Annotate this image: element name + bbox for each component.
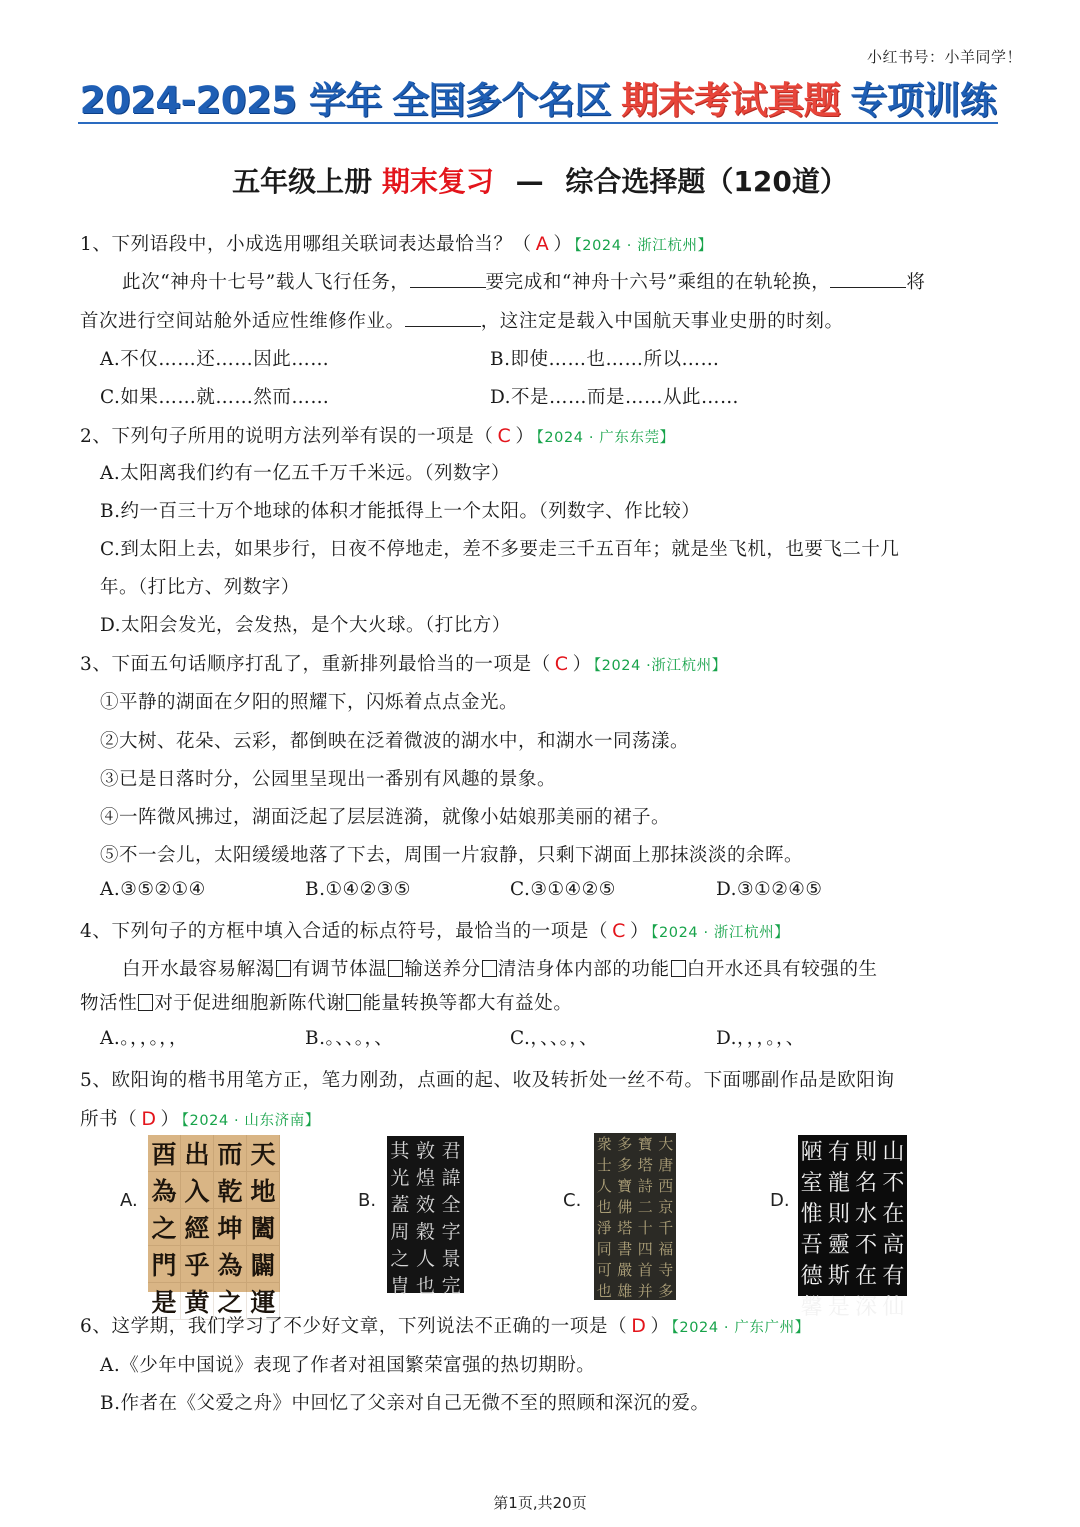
calligraphy-char: 效 <box>415 1194 435 1216</box>
blank-line <box>410 270 486 288</box>
question-1-option-a: A.不仅……还……因此…… <box>100 349 330 370</box>
source-tag: 【2024 ·浙江杭州】 <box>593 658 727 674</box>
calligraphy-char: 黄 <box>181 1283 214 1320</box>
calligraphy-char: 室 <box>800 1171 823 1196</box>
calligraphy-char: 完 <box>441 1275 461 1297</box>
calligraphy-char: 出 <box>181 1135 214 1172</box>
calligraphy-char: 運 <box>247 1283 280 1320</box>
answer-badge: D <box>631 1315 647 1337</box>
calligraphy-char: 為 <box>148 1172 181 1209</box>
question-1-passage-line1: 此次“神舟十七号”载人飞行任务， 要完成和“神舟十六号”乘组的在轨轮换， 将 <box>122 272 926 293</box>
calligraphy-char: 士 <box>596 1156 612 1174</box>
calligraphy-char: 地 <box>247 1172 280 1209</box>
calligraphy-char: 天 <box>247 1135 280 1172</box>
calligraphy-char: 則 <box>827 1202 850 1227</box>
question-2-option-b: B.约一百三十万个地球的体积才能抵得上一个太阳。（列数字、作比较） <box>100 501 701 522</box>
calligraphy-char: 多 <box>658 1282 674 1300</box>
calligraphy-char: 惟 <box>800 1202 823 1227</box>
calligraphy-char: 唐 <box>658 1156 674 1174</box>
calligraphy-char: 同 <box>596 1240 612 1258</box>
calligraphy-char: 也 <box>415 1275 435 1297</box>
calligraphy-char: 是 <box>148 1283 181 1320</box>
question-2-option-c: C.到太阳上去，如果步行，日夜不停地走，差不多要走三千五百年；就是坐飞机，也要飞二十几 <box>100 539 900 560</box>
calligraphy-char: 詩 <box>637 1177 653 1195</box>
subtitle-topic: 综合选择题（120道） <box>565 165 848 198</box>
calligraphy-char: 首 <box>637 1261 653 1279</box>
question-3-option-d: D.③①②④⑤ <box>716 879 823 900</box>
question-3-sentence-3: ③已是日落时分，公园里呈现出一番别有风趣的景象。 <box>100 769 557 790</box>
subtitle-grade: 五年级上册 <box>232 165 373 198</box>
banner-title <box>78 78 998 124</box>
question-5-stem: 5、欧阳询的楷书用笔方正，笔力刚劲，点画的起、收及转折处一丝不苟。下面哪副作品是欧阳询 <box>80 1070 895 1091</box>
calligraphy-char: 蓋 <box>390 1194 410 1216</box>
calligraphy-char: 嚴 <box>617 1261 633 1279</box>
calligraphy-char: 字 <box>441 1221 461 1243</box>
banner-region: 全国多个名区 <box>392 79 612 122</box>
calligraphy-char: 馨 <box>800 1295 823 1320</box>
question-1-option-c: C.如果……就……然而…… <box>100 387 330 408</box>
question-3-sentence-4: ④一阵微风拂过，湖面泛起了层层涟漪，就像小姑娘那美丽的裙子。 <box>100 807 671 828</box>
calligraphy-char: 在 <box>882 1202 905 1227</box>
calligraphy-char: 可 <box>596 1261 612 1279</box>
source-tag: 【2024 · 山东济南】 <box>181 1113 320 1129</box>
banner-exam: 期末考试真题 <box>621 79 841 122</box>
calligraphy-char: 胄 <box>390 1275 410 1297</box>
question-3-option-b: B.①④②③⑤ <box>305 879 411 900</box>
question-4-option-b: B.。、、。，、 <box>305 1028 394 1049</box>
calligraphy-char: 寶 <box>637 1135 653 1153</box>
image-label-b: B. <box>358 1190 377 1211</box>
question-1-option-d: D.不是……而是……从此…… <box>490 387 740 408</box>
calligraphy-char: 名 <box>855 1171 878 1196</box>
source-tag: 【2024 · 浙江杭州】 <box>651 925 790 941</box>
calligraphy-image-a <box>148 1135 280 1317</box>
source-tag: 【2024 · 广东广州】 <box>671 1320 810 1336</box>
calligraphy-char: 全 <box>441 1194 461 1216</box>
source-tag: 【2024 · 广东东莞】 <box>536 430 675 446</box>
calligraphy-char: 京 <box>658 1198 674 1216</box>
calligraphy-char: 其 <box>390 1140 410 1162</box>
answer-badge: A <box>535 233 550 255</box>
banner-year: 2024-2025 学年 <box>79 79 382 122</box>
question-3-option-a: A.③⑤②①④ <box>100 879 206 900</box>
question-3-sentence-5: ⑤不一会儿，太阳缓缓地落了下去，周围一片寂静，只剩下湖面上那抹淡淡的余晖。 <box>100 845 804 866</box>
calligraphy-char: 寶 <box>617 1177 633 1195</box>
subtitle-dash: — <box>515 165 544 198</box>
question-6-option-a: A.《少年中国说》表现了作者对祖国繁荣富强的热切期盼。 <box>100 1355 596 1376</box>
calligraphy-char: 靈 <box>827 1233 850 1258</box>
calligraphy-char: 是 <box>827 1295 850 1320</box>
calligraphy-char: 陋 <box>800 1140 823 1165</box>
question-2-option-a: A.太阳离我们约有一亿五千万千米远。（列数字） <box>100 463 510 484</box>
page-number: 第1页,共20页 <box>493 1494 587 1512</box>
question-3-sentence-2: ②大树、花朵、云彩，都倒映在泛着微波的湖水中，和湖水一同荡漾。 <box>100 731 690 752</box>
fill-box <box>388 960 403 977</box>
calligraphy-char: 酉 <box>148 1135 181 1172</box>
calligraphy-char: 敦 <box>415 1140 435 1162</box>
calligraphy-char: 德 <box>800 1264 823 1289</box>
calligraphy-char: 淨 <box>596 1219 612 1237</box>
calligraphy-char: 諱 <box>441 1167 461 1189</box>
question-6-stem: 6、这学期，我们学习了不少好文章，下列说法不正确的一项是（ D ） 【2024 · 广东广州】 <box>80 1315 810 1337</box>
question-4-stem: 4、下列句子的方框中填入合适的标点符号，最恰当的一项是（ C ） 【2024 · 浙江杭州】 <box>80 920 790 942</box>
calligraphy-char: 龍 <box>827 1171 850 1196</box>
question-3-option-c: C.③①④②⑤ <box>510 879 616 900</box>
calligraphy-char: 水 <box>855 1202 878 1227</box>
calligraphy-char: 書 <box>617 1240 633 1258</box>
calligraphy-char: 而 <box>214 1135 247 1172</box>
banner-divider <box>78 122 998 124</box>
question-2-option-d: D.太阳会发光，会发热，是个大火球。（打比方） <box>100 615 511 636</box>
banner-training: 专项训练 <box>850 79 997 122</box>
calligraphy-char: 塔 <box>637 1156 653 1174</box>
calligraphy-char: 景 <box>441 1248 461 1270</box>
question-1-stem: 1、下列语段中，小成选用哪组关联词表达最恰当？（ A ） 【2024 · 浙江杭州】 <box>80 233 713 255</box>
calligraphy-image-b <box>387 1136 464 1297</box>
calligraphy-image-d <box>798 1135 907 1320</box>
question-4-passage-line2: 物活性 对于促进细胞新陈代谢 能量转换等都大有益处。 <box>80 993 573 1014</box>
calligraphy-char: 有 <box>827 1140 850 1165</box>
calligraphy-char: 闢 <box>247 1246 280 1283</box>
calligraphy-char: 穀 <box>415 1221 435 1243</box>
blank-line <box>405 309 481 327</box>
calligraphy-char: 并 <box>637 1282 653 1300</box>
calligraphy-char: 深 <box>855 1295 878 1320</box>
calligraphy-char: 十 <box>637 1219 653 1237</box>
question-3-sentence-1: ①平静的湖面在夕阳的照耀下，闪烁着点点金光。 <box>100 692 519 713</box>
question-4-option-c: C.，、、。，、 <box>510 1028 599 1049</box>
calligraphy-char: 雄 <box>617 1282 633 1300</box>
calligraphy-char: 經 <box>181 1209 214 1246</box>
calligraphy-char: 君 <box>441 1140 461 1162</box>
calligraphy-char: 周 <box>390 1221 410 1243</box>
calligraphy-char: 在 <box>855 1264 878 1289</box>
question-3-stem: 3、下面五句话顺序打乱了，重新排列最恰当的一项是（ C ） 【2024 ·浙江杭州】 <box>80 653 727 675</box>
question-5-stem-cont: 所书（ D ） 【2024 · 山东济南】 <box>80 1108 320 1130</box>
calligraphy-char: 不 <box>855 1233 878 1258</box>
calligraphy-char: 也 <box>596 1198 612 1216</box>
fill-box <box>482 960 497 977</box>
question-2-option-c-cont: 年。（打比方、列数字） <box>100 577 300 598</box>
calligraphy-char: 佛 <box>617 1198 633 1216</box>
calligraphy-char: 衆 <box>596 1135 612 1153</box>
calligraphy-char: 不 <box>882 1171 905 1196</box>
calligraphy-char: 乎 <box>181 1246 214 1283</box>
question-4-option-a: A.。，，。，， <box>100 1028 188 1049</box>
calligraphy-char: 福 <box>658 1240 674 1258</box>
source-tag: 【2024 · 浙江杭州】 <box>574 238 713 254</box>
fill-box <box>276 960 291 977</box>
calligraphy-char: 有 <box>882 1264 905 1289</box>
calligraphy-char: 高 <box>882 1233 905 1258</box>
image-label-c: C. <box>563 1190 582 1211</box>
question-1-passage-line2: 首次进行空间站舱外适应性维修作业。 ，这注定是载入中国航天事业史册的时刻。 <box>80 311 844 332</box>
calligraphy-char: 四 <box>637 1240 653 1258</box>
calligraphy-char: 吾 <box>800 1233 823 1258</box>
calligraphy-char: 人 <box>415 1248 435 1270</box>
question-4-passage-line1: 白开水最容易解渴 有调节体温 输送养分 清洁身体内部的功能 白开水还具有较强的生 <box>122 959 878 980</box>
calligraphy-char: 則 <box>855 1140 878 1165</box>
calligraphy-char: 為 <box>214 1246 247 1283</box>
answer-badge: C <box>554 653 569 675</box>
calligraphy-char: 坤 <box>214 1209 247 1246</box>
calligraphy-char: 光 <box>390 1167 410 1189</box>
calligraphy-char: 斯 <box>827 1264 850 1289</box>
calligraphy-char: 西 <box>658 1177 674 1195</box>
calligraphy-char: 仙 <box>882 1295 905 1320</box>
calligraphy-char: 大 <box>658 1135 674 1153</box>
calligraphy-char: 山 <box>882 1140 905 1165</box>
calligraphy-char: 之 <box>390 1248 410 1270</box>
calligraphy-char: 千 <box>658 1219 674 1237</box>
fill-box <box>671 960 686 977</box>
question-1-option-b: B.即使……也……所以…… <box>490 349 720 370</box>
image-label-a: A. <box>120 1190 138 1211</box>
calligraphy-char: 多 <box>617 1156 633 1174</box>
calligraphy-char: 多 <box>617 1135 633 1153</box>
image-label-d: D. <box>770 1190 790 1211</box>
calligraphy-char: 煌 <box>415 1167 435 1189</box>
calligraphy-char: 闔 <box>247 1209 280 1246</box>
calligraphy-char: 塔 <box>617 1219 633 1237</box>
calligraphy-image-c <box>594 1133 676 1300</box>
calligraphy-char: 之 <box>214 1283 247 1320</box>
subtitle-review: 期末复习 <box>381 165 494 198</box>
calligraphy-char: 之 <box>148 1209 181 1246</box>
calligraphy-char: 二 <box>637 1198 653 1216</box>
answer-badge: D <box>141 1108 157 1130</box>
answer-badge: C <box>612 920 626 942</box>
page-subtitle <box>0 160 1080 200</box>
question-6-option-b: B.作者在《父爱之舟》中回忆了父亲对自己无微不至的照顾和深沉的爱。 <box>100 1393 710 1414</box>
calligraphy-char: 乾 <box>214 1172 247 1209</box>
answer-badge: C <box>497 425 512 447</box>
calligraphy-char: 人 <box>596 1177 612 1195</box>
question-4-option-d: D.，，，。，、 <box>716 1028 805 1049</box>
fill-box <box>346 994 361 1011</box>
question-2-stem: 2、下列句子所用的说明方法列举有误的一项是（ C ） 【2024 · 广东东莞】 <box>80 425 675 447</box>
calligraphy-char: 門 <box>148 1246 181 1283</box>
calligraphy-char: 入 <box>181 1172 214 1209</box>
calligraphy-char: 也 <box>596 1282 612 1300</box>
blank-line <box>830 270 906 288</box>
calligraphy-char: 寺 <box>658 1261 674 1279</box>
watermark: 小红书号：小羊同学！ <box>866 48 1022 66</box>
fill-box <box>138 994 153 1011</box>
